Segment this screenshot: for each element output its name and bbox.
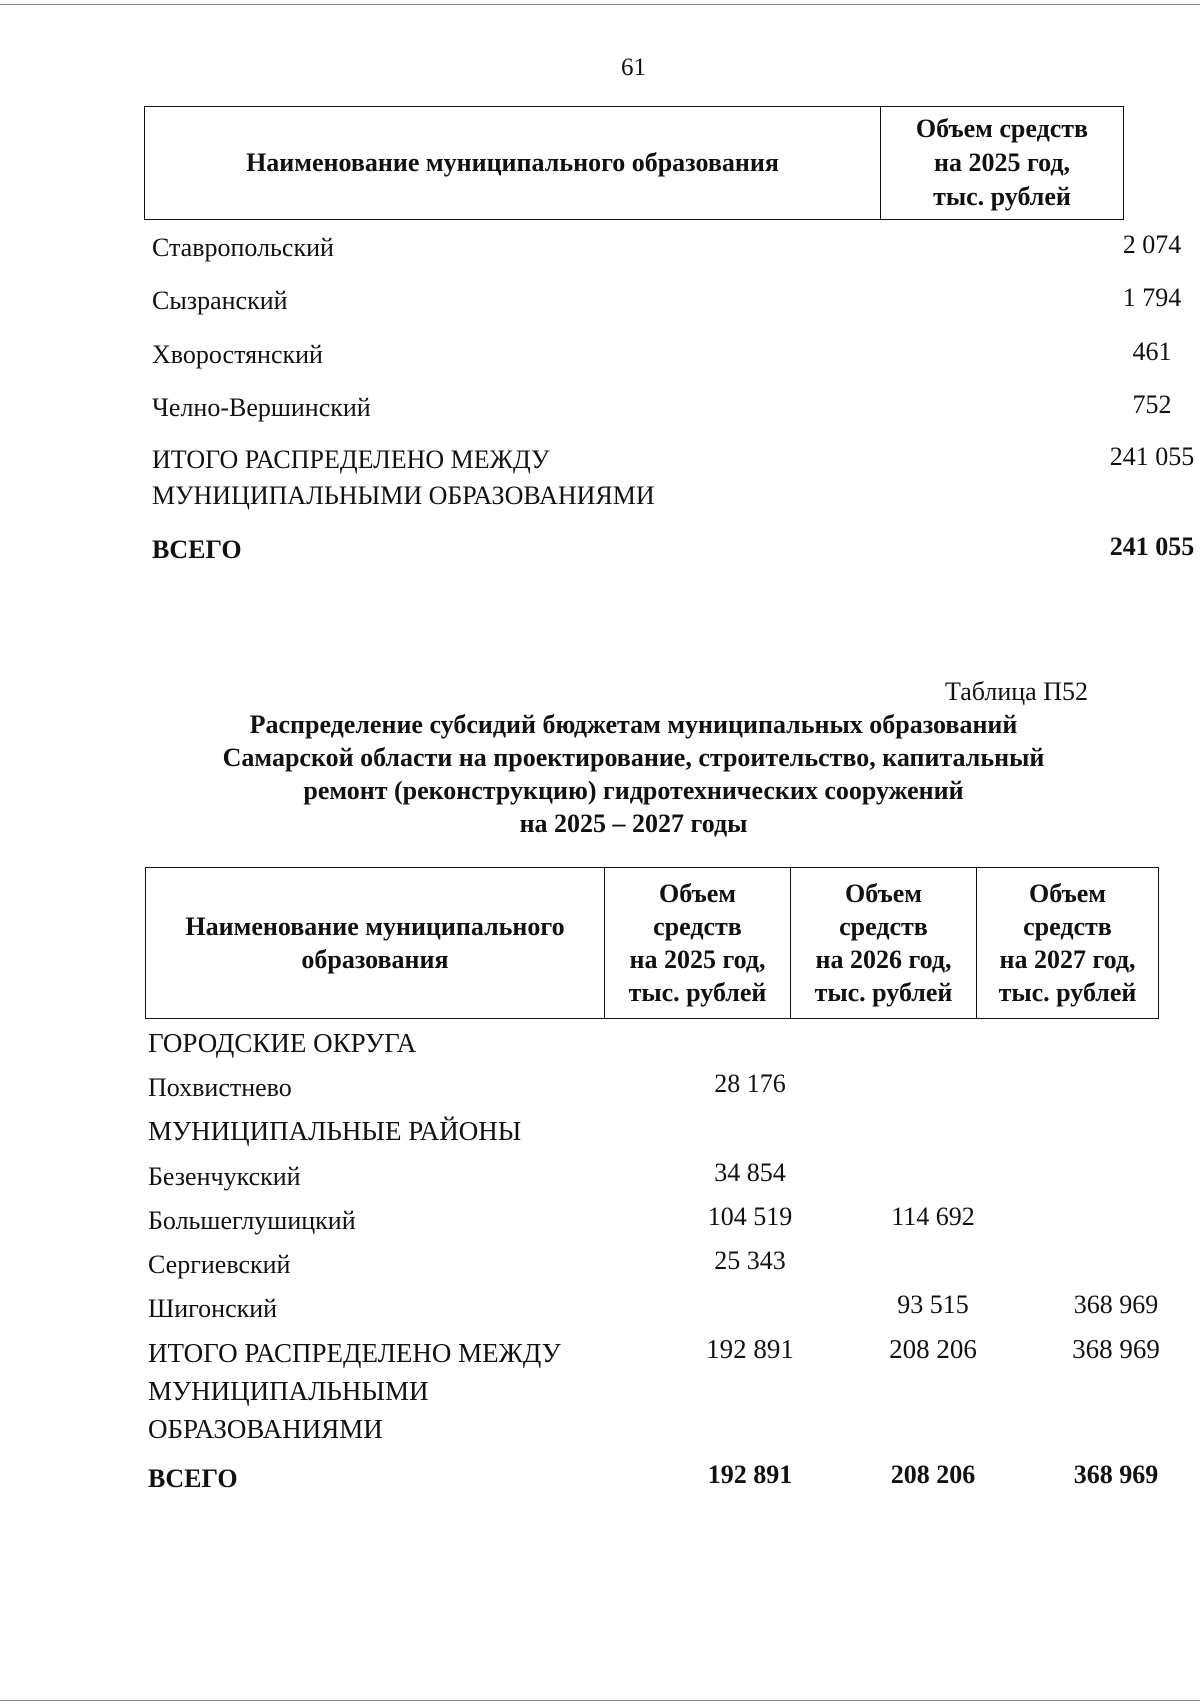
row-value: 1 794 xyxy=(1122,283,1182,312)
scan-edge-top xyxy=(0,4,1200,5)
table2-header xyxy=(145,867,1159,1019)
table2-header-name xyxy=(146,868,605,1018)
table1-header-name: Наименование муниципального образования xyxy=(145,107,881,219)
table2-header-2027 xyxy=(977,868,1158,1018)
row-value-2025: 192 891 xyxy=(706,1334,794,1364)
row-value: 2 074 xyxy=(1122,230,1182,259)
table1-header-value-line: тыс. рублей xyxy=(933,182,1071,211)
row-value-2026: 114 692 xyxy=(891,1202,975,1231)
header-line: тыс. рублей xyxy=(814,978,953,1007)
row-value-2025: 192 891 xyxy=(707,1460,793,1489)
row-value-2025: 25 343 xyxy=(714,1246,786,1275)
row-value-2027: 368 969 xyxy=(1073,1460,1159,1489)
header-line: тыс. рублей xyxy=(628,978,767,1007)
table1-header-value-line: Объем средств xyxy=(915,114,1089,143)
table1-header-value xyxy=(881,107,1123,219)
row-value: 241 055 xyxy=(1109,442,1195,471)
table-label: Таблица П52 xyxy=(945,677,1088,706)
header-line: средств xyxy=(653,912,742,941)
row-value-2026: 208 206 xyxy=(889,1334,977,1364)
row-name: Сызранский xyxy=(152,286,288,315)
row-value-2026: 93 515 xyxy=(897,1290,969,1319)
row-name-line: ОБРАЗОВАНИЯМИ xyxy=(148,1414,383,1444)
table1-header-value-line: на 2025 год, xyxy=(933,148,1071,177)
header-line: Наименование муниципального xyxy=(185,912,565,941)
row-name: Челно-Вершинский xyxy=(152,393,371,422)
header-line: Объем xyxy=(659,879,736,908)
row-name-line: ИТОГО РАСПРЕДЕЛЕНО МЕЖДУ xyxy=(148,1338,561,1368)
row-value: 752 xyxy=(1132,390,1172,419)
row-name-line: ИТОГО РАСПРЕДЕЛЕНО МЕЖДУ xyxy=(152,445,550,474)
row-name: Сергиевский xyxy=(148,1250,291,1279)
row-name xyxy=(148,1334,608,1448)
section-label: ГОРОДСКИЕ ОКРУГА xyxy=(148,1028,417,1058)
row-value-2025: 28 176 xyxy=(714,1069,786,1098)
row-value-2025: 34 854 xyxy=(714,1158,786,1187)
table-title xyxy=(100,708,1167,840)
row-name: Хворостянский xyxy=(152,340,323,369)
row-value-2027: 368 969 xyxy=(1073,1290,1159,1319)
section-label: МУНИЦИПАЛЬНЫЕ РАЙОНЫ xyxy=(148,1116,522,1146)
table1-header xyxy=(144,106,1124,220)
row-name-line: МУНИЦИПАЛЬНЫМИ ОБРАЗОВАНИЯМИ xyxy=(152,481,655,510)
title-line: на 2025 – 2027 годы xyxy=(519,809,748,838)
row-value: 461 xyxy=(1132,337,1172,366)
header-line: Объем xyxy=(845,879,922,908)
title-line: Самарской области на проектирование, строительство, капитальный xyxy=(222,743,1045,772)
row-value-2027: 368 969 xyxy=(1072,1334,1160,1364)
row-name: Похвистнево xyxy=(148,1073,292,1102)
table2-header-2025 xyxy=(605,868,791,1018)
header-line: тыс. рублей xyxy=(998,978,1137,1007)
page-number: 61 xyxy=(621,54,646,81)
title-line: Распределение субсидий бюджетам муниципальных образований xyxy=(249,710,1018,739)
header-line: на 2025 год, xyxy=(629,945,766,974)
table2-header-2026 xyxy=(791,868,977,1018)
row-value-2025: 104 519 xyxy=(707,1202,793,1231)
header-line: на 2026 год, xyxy=(815,945,952,974)
row-name: Шигонский xyxy=(148,1294,278,1323)
header-line: на 2027 год, xyxy=(999,945,1136,974)
row-name: Ставропольский xyxy=(152,233,334,262)
header-line: образования xyxy=(301,945,449,974)
row-name: ВСЕГО xyxy=(148,1464,238,1493)
header-line: Объем xyxy=(1029,879,1106,908)
row-name: Безенчукский xyxy=(148,1162,301,1191)
row-name: Большеглушицкий xyxy=(148,1206,356,1235)
header-line: средств xyxy=(839,912,928,941)
row-name-line: МУНИЦИПАЛЬНЫМИ xyxy=(148,1376,429,1406)
scan-edge-bottom xyxy=(0,1700,1200,1701)
row-name xyxy=(152,442,852,514)
row-value-2026: 208 206 xyxy=(890,1460,976,1489)
title-line: ремонт (реконструкцию) гидротехнических сооружений xyxy=(303,776,964,805)
row-value: 241 055 xyxy=(1109,532,1195,561)
header-line: средств xyxy=(1023,912,1112,941)
row-name: ВСЕГО xyxy=(152,535,242,564)
